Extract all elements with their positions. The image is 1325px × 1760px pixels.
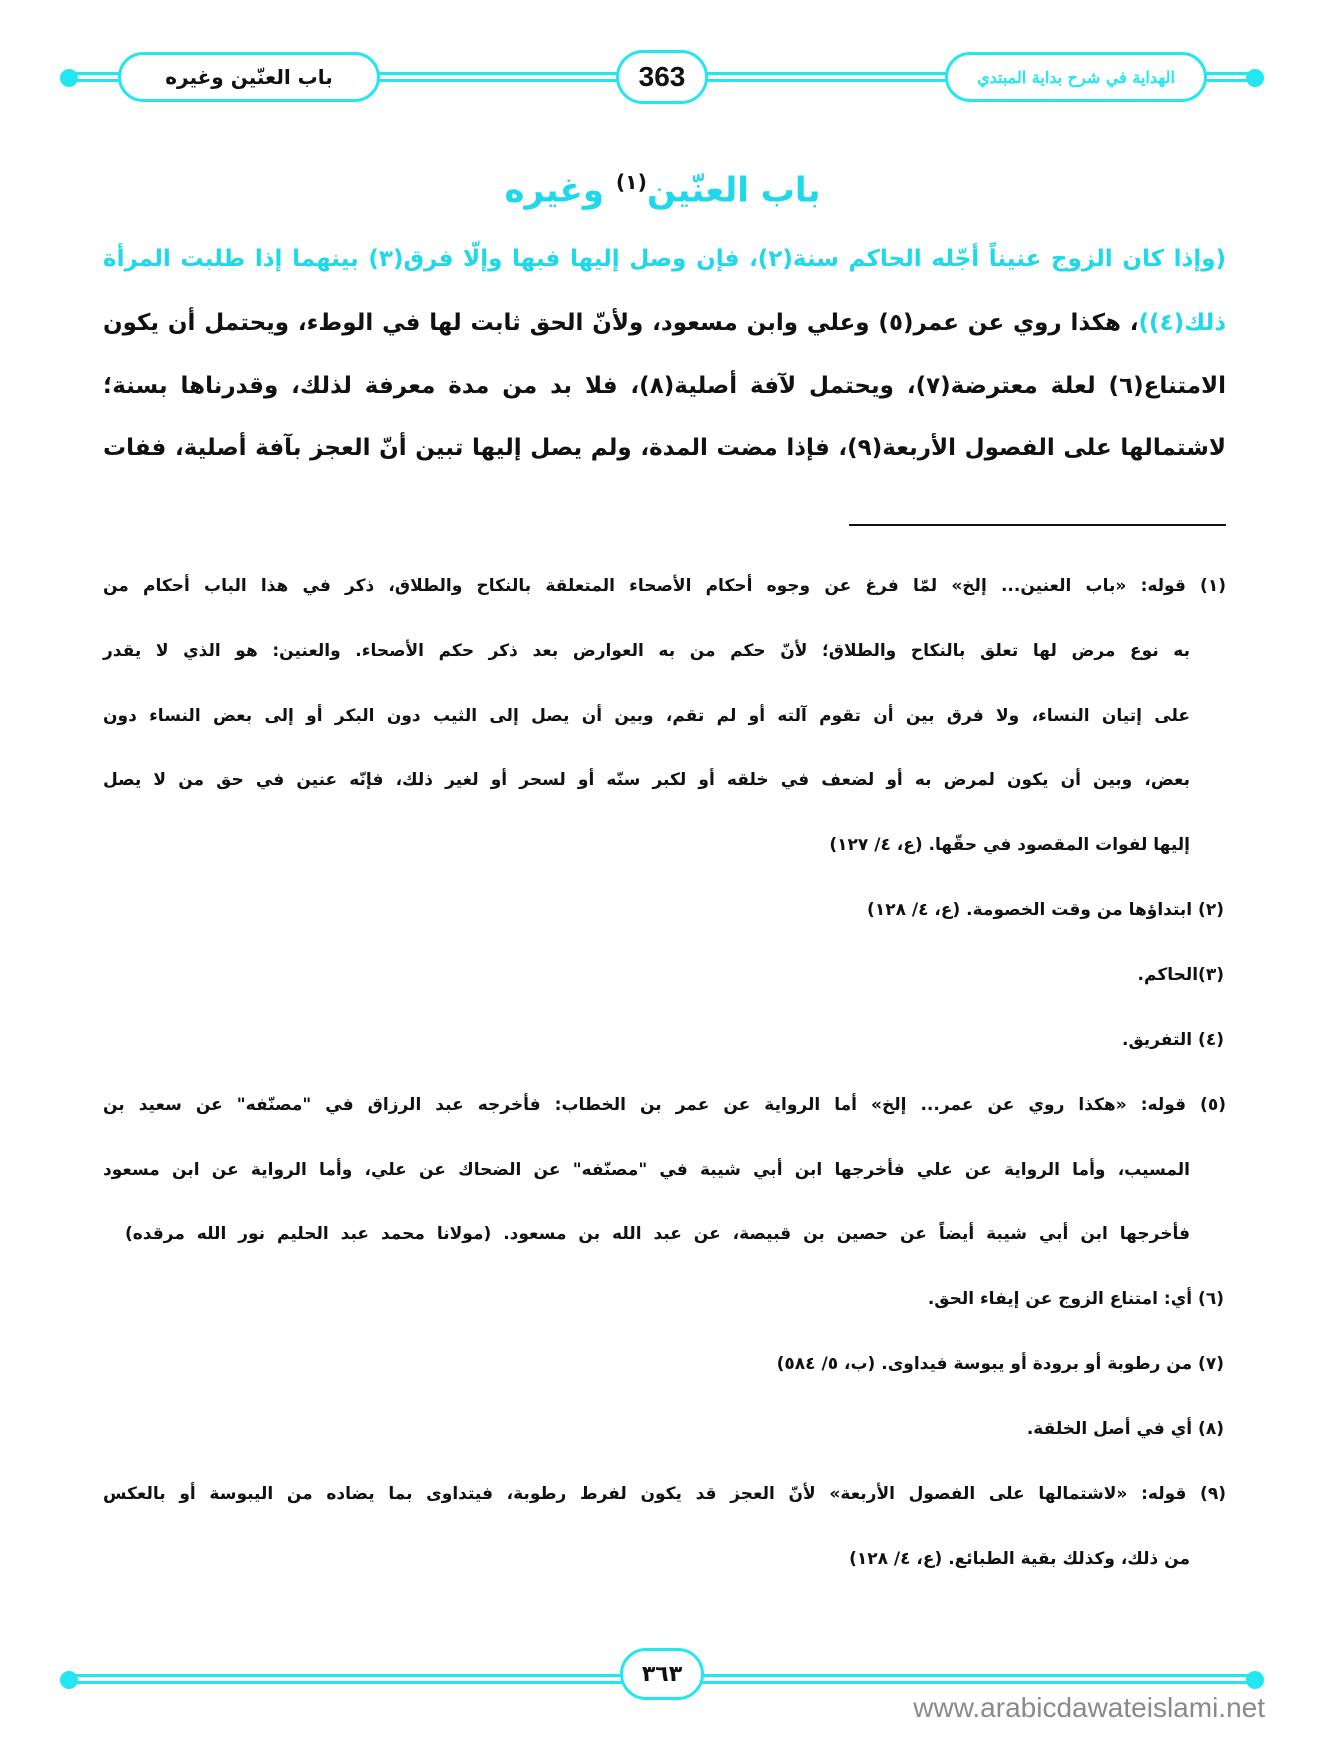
footer-page-number-pill: [620, 1648, 704, 1700]
book-title-logo: الهداية في شرح بداية المبتدي: [977, 67, 1175, 87]
footnote-9: (٩) قوله: «لاشتمالها على الفصول الأربعة» لأنّ العجز قد يكون لفرط رطوبة، فيتداوى بما يضاده من اليبوسة أو بالعكس: [103, 1484, 1226, 1504]
footnote-separator: [849, 524, 1226, 526]
footer-page-number: ٣٦٣: [641, 1661, 683, 1687]
footnote-1-line: إليها لفوات المقصود في حقّها. (ع، ٤/ ١٢٧): [829, 835, 1190, 855]
website-watermark: www.arabicdawateislami.net: [913, 1692, 1265, 1723]
header-chapter-title: باب العنّين وغيره: [165, 65, 333, 89]
footnote-3: (٣)الحاكم.: [1137, 965, 1224, 985]
main-text-line: [103, 309, 1226, 339]
footnote-8: (٨) أي في أصل الخلقة.: [1026, 1419, 1224, 1439]
main-text-quote-end: ذلك(٤)): [1138, 310, 1226, 336]
chapter-heading-text: باب العنّين: [646, 170, 821, 211]
chapter-heading: [0, 170, 1325, 210]
ornament-endcap: [60, 1671, 78, 1689]
footnote-7: (٧) من رطوبة أو برودة أو يبوسة فيداوى. (ب، ٥/ ٥٨٤): [776, 1354, 1224, 1374]
header-page-number: 363: [638, 61, 686, 92]
chapter-heading-suffix: وغيره: [504, 170, 604, 211]
ornament-endcap: [1246, 69, 1264, 87]
footnote-9-line: من ذلك، وكذلك بقية الطبائع. (ع، ٤/ ١٢٨): [849, 1549, 1190, 1569]
chapter-title-pill: [118, 52, 380, 102]
footnote-5: (٥) قوله: «هكذا روي عن عمر... إلخ» أما الرواية عن عمر بن الخطاب: فأخرجه عبد الرزاق في "مصنّفه" عن سعيد بن: [103, 1095, 1226, 1115]
footnote-6: (٦) أي: امتناع الزوج عن إيفاء الحق.: [927, 1289, 1224, 1309]
page-number-pill: [616, 50, 708, 104]
footnote-ref: (١): [615, 170, 647, 194]
footnote-5-line: المسيب، وأما الرواية عن علي فأخرجها ابن أبي شيبة في "مصنّفه" عن الضحاك عن علي، وأما الرواية عن ابن مسعود: [103, 1160, 1190, 1180]
main-text-line: لاشتمالها على الفصول الأربعة(٩)، فإذا مضت المدة، ولم يصل إليها تبين أنّ العجز بآفة أصلية، ففات: [103, 435, 1227, 461]
footnote-5-line: فأخرجها ابن أبي شيبة أيضاً عن حصين بن قبيصة، عن عبد الله بن مسعود. (مولانا محمد عبد الحليم نور الله مرقده): [125, 1224, 1190, 1244]
book-title-pill: [945, 52, 1207, 102]
footnote-2: (٢) ابتداؤها من وقت الخصومة. (ع، ٤/ ١٢٨): [867, 900, 1224, 920]
main-text-line: الامتناع(٦) لعلة معترضة(٧)، ويحتمل لآفة أصلية(٨)، فلا بد من مدة معرفة لذلك، وقدرناها بسنة؛: [103, 373, 1226, 399]
footnote-1-line: بعض، وبين أن يكون لمرض به أو لضعف في خلقه أو لكبر سنّه أو لسحر أو لغير ذلك، فإنّه عنين في حق من لا يصل: [103, 770, 1190, 790]
ornament-endcap: [1246, 1671, 1264, 1689]
main-text-line: (وإذا كان الزوج عنيناً أجّله الحاكم سنة(٢)، فإن وصل إليها فبها وإلّا فرق(٣) بينهما إذا طلبت المرأة: [103, 246, 1227, 272]
footnote-1-line: به نوع مرض لها تعلق بالنكاح والطلاق؛ لأنّ حكم من به العوارض بعد ذكر حكم الأصحاء. والعنين: هو الذي لا يقدر: [103, 641, 1190, 661]
ornament-endcap: [60, 69, 78, 87]
main-text-continuation: ، هكذا روي عن عمر(٥) وعلي وابن مسعود، ولأنّ الحق ثابت لها في الوطء، ويحتمل أن يكون: [103, 310, 1139, 336]
footnote-4: (٤) التفريق.: [1122, 1030, 1224, 1050]
footnote-1-line: على إتيان النساء، ولا فرق بين أن تقوم آلته أو لم تقم، وبين أن يصل إلى الثيب دون البكر أو إلى بعض النساء دون: [103, 706, 1190, 726]
footnote-1: (١) قوله: «باب العنين... إلخ» لمّا فرغ عن وجوه أحكام الأصحاء المتعلقة بالنكاح والطلاق، ذكر في هذا الباب أحكام من: [103, 576, 1226, 596]
